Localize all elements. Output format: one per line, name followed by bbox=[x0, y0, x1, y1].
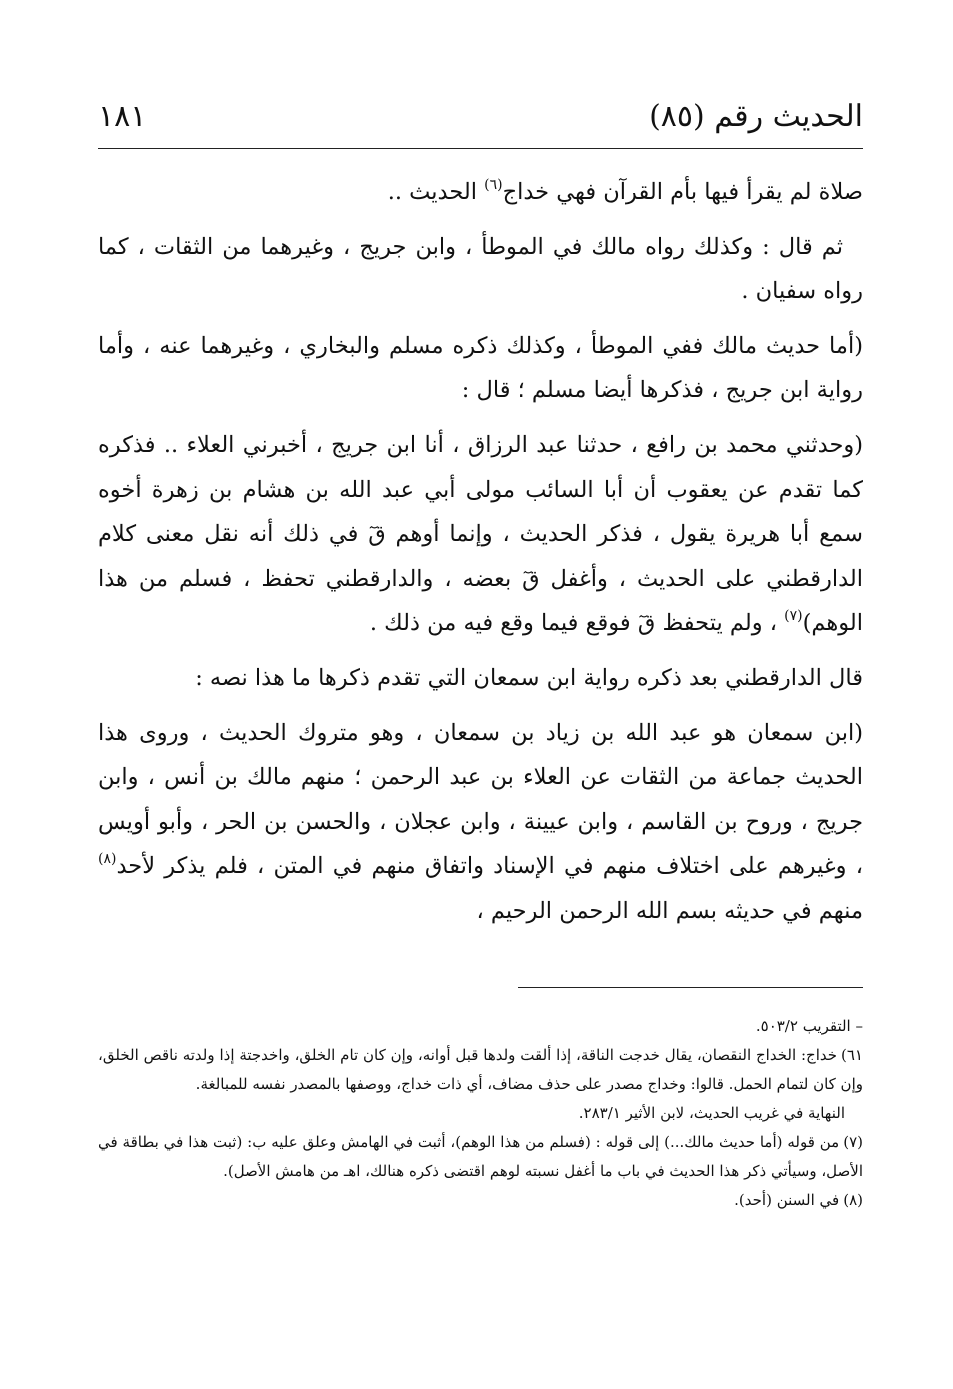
running-title: الحديث رقم (٨٥) bbox=[649, 99, 863, 134]
footnote-7 bbox=[98, 1128, 863, 1186]
paragraph-4-text-end: ، ولم يتحفظ قٓ فوقع فيما وقع فيه من ذلك . bbox=[369, 610, 785, 637]
footnote-8-text: في السنن (أحد). bbox=[734, 1191, 840, 1209]
page-header bbox=[98, 92, 863, 142]
header-rule bbox=[98, 148, 863, 149]
footnote-0: – التقريب ٥٠٣/٢. bbox=[755, 1017, 863, 1035]
footnote-7-text: من قوله (أما حديث مالك...) إلى قوله : (فسلم من هذا الوهم)، أثبت في الهامش وعلق عليه ب: (ثبت هذا في بطاقة في الأصل، وسيأتي ذكر هذا الحديث في باب ما أغفل نسبته لوهم اقتضى ذكره هنالك، اهـ من هامش الأصل). bbox=[98, 1133, 863, 1180]
footnote-6-source: النهاية في غريب الحديث، لابن الأثير ٢٨٣/١. bbox=[578, 1104, 845, 1122]
footnote-8 bbox=[98, 1186, 863, 1215]
paragraph-1-text-end: الحديث .. bbox=[387, 179, 485, 205]
paragraph-2: ثم قال : وكذلك رواه مالك في الموطأ ، وابن جريج ، وغيرهما من الثقات ، كما رواه سفيان . bbox=[98, 233, 863, 305]
paragraph-1 bbox=[98, 170, 863, 215]
paragraph-1-text: صلاة لم يقرأ فيها بأم القرآن فهي خداج bbox=[502, 179, 863, 205]
paragraph-6-text-end: منهم في حديثه بسم الله الرحمن الرحيم ، bbox=[476, 897, 863, 924]
footnote-rule bbox=[518, 987, 863, 988]
main-text bbox=[98, 170, 863, 944]
page-number: ١٨١ bbox=[98, 99, 147, 134]
footnote-7-number: (٧) bbox=[843, 1133, 863, 1151]
paragraph-6 bbox=[98, 711, 863, 934]
footnote-ref-8[interactable]: (٨) bbox=[98, 851, 117, 868]
footnote-6-text: خداج: الخداج النقصان، يقال خدجت الناقة، إذا ألقت ولدها قبل أوانه، وإن كان تام الخلق، واخدجتة إذا ولدته ناقص الخلق، وإن كان لتمام الحمل. قالوا: وخداج مصدر على حذف مضاف، أي ذات خداج، ووصفها بالمصدر نفسه للمبالغة. bbox=[98, 1046, 863, 1093]
paragraph-4 bbox=[98, 423, 863, 646]
footnote-6-number: ٦١) bbox=[841, 1046, 863, 1064]
paragraph-3: (أما حديث مالك ففي الموطأ ، وكذلك ذكره مسلم والبخاري ، وغيرهما عنه ، وأما رواية ابن جريج ، فذكرها أيضا مسلم ؛ قال : bbox=[98, 332, 863, 404]
footnotes bbox=[98, 1012, 863, 1215]
footnote-ref-7[interactable]: (٧) bbox=[784, 608, 803, 625]
footnote-8-number: (٨) bbox=[843, 1191, 863, 1209]
paragraph-4-text: (وحدثني محمد بن رافع ، حدثنا عبد الرزاق ، أنا ابن جريج ، أخبرني العلاء .. فذكره كما تقدم عن يعقوب أن أبا السائب مولى أبي عبد الله بن هشام بن زهرة أخوه سمع أبا هريرة يقول ، فذكر الحديث ، وإنما أوهم قٓ في ذلك أنه نقل معنى كلام الدارقطني على الحديث ، وأغفل قٓ بعضه ، والدارقطني تحفظ ، فسلم من هذا الوهم) bbox=[98, 431, 863, 637]
paragraph-6-text: (ابن سمعان هو عبد الله بن زياد بن سمعان ، وهو متروك الحديث ، وروى هذا الحديث جماعة من الثقات عن العلاء بن عبد الرحمن ؛ منهم مالك بن أنس ، وابن جريج ، وروح بن القاسم ، وابن عيينة ، وابن عجلان ، والحسن بن الحر ، وأبو أويس ، وغيرهم على اختلاف منهم في الإسناد واتفاق منهم في المتن ، فلم يذكر لأحد bbox=[98, 719, 863, 880]
footnote-ref-6[interactable]: (٦) bbox=[484, 177, 503, 193]
footnote-6 bbox=[98, 1041, 863, 1099]
paragraph-5: قال الدارقطني بعد ذكره رواية ابن سمعان التي تقدم ذكرها ما هذا نصه : bbox=[195, 664, 863, 691]
